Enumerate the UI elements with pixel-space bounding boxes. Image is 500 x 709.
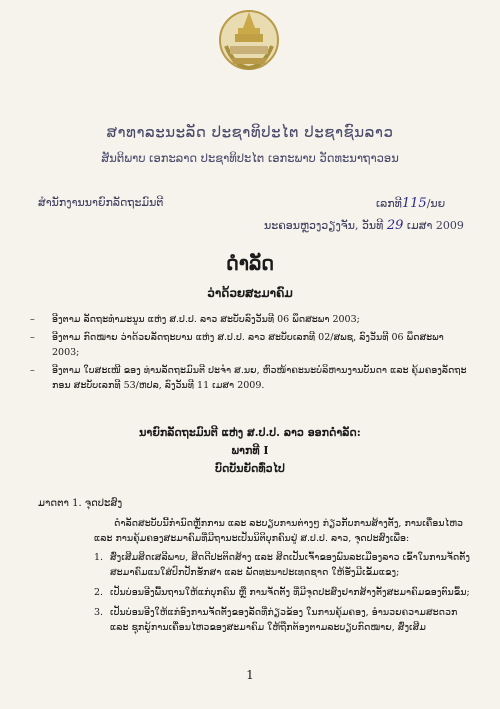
reference-text: ອີງຕາມ ລັດຖະທຳມະນູນ ແຫ່ງ ສ.ປ.ປ. ລາວ ສະບັບລົງວັນທີ 06 ພຶດສະພາ 2003; [52,314,360,325]
date-day: 29 [386,218,404,233]
date-rest: ເມສາ 2009 [406,219,464,232]
article-heading [38,498,122,509]
decree-number-suffix: /ນຍ [426,197,446,210]
article-label: ມາດຕາ 1. [38,498,82,509]
article-items [94,550,472,640]
item-number: 1. [94,552,104,563]
reference-text: ອີງຕາມ ກົດໝາຍ ວ່າດ້ວຍລັດຖະບານ ແຫ່ງ ສ.ປ.ປ. ລາວ ສະບັບເລກທີ 02/ສພຊ, ລົງວັນທີ 06 ພຶດສະພາ 2003; [52,332,444,358]
reference-item: – ອີງຕາມ ໃບສະເໜີ ຂອງ ທ່ານລັດຖະມົນຕີ ປະຈຳ ສ.ນຍ, ຫົວໜ້າຄະນະບໍລິຫານງານບັນດາ ແລະ ຄຸ້ມຄອງລັດຖະກອນ ສະບັບເລກທີ 53/ຫປລ, ລົງວັນທີ 11 ເມສາ 2009. [30,363,470,393]
part-heading: ພາກທີ I [231,444,269,457]
list-item [94,585,472,600]
references-list [30,312,470,396]
item-text: ເປັນບ່ອນອີງໃຫ້ແກ່ອົງການຈັດຕັ້ງຂອງລັດທີ່ກ່ຽວຂ້ອງ ໃນການຄຸ້ມຄອງ, ອຳນວຍຄວາມສະດວກ ແລະ ຊຸກຍູ້ການເຄື່ອນໄຫວຂອງສະມາຄົມ ໃຫ້ຖືກຕ້ອງຕາມລະບຽບກົດໝາຍ, ສົ່ງເສີມ [110,607,458,633]
reference-item: – ອີງຕາມ ກົດໝາຍ ວ່າດ້ວຍລັດຖະບານ ແຫ່ງ ສ.ປ.ປ. ລາວ ສະບັບເລກທີ 02/ສພຊ, ລົງວັນທີ 06 ພຶດສະພາ 2003; [30,330,470,360]
item-number: 3. [94,607,104,618]
item-text: ເປັນບ່ອນອີງພື້ນຖານໃຫ້ແກ່ບຸກຄົນ ຫຼື ການຈັດຕັ້ງ ທີ່ມີຈຸດປະສົງຢາກສ້າງຕັ້ງສະມາຄົມຂອງຕົນຂຶ້ນ; [110,587,470,598]
date-prefix: ນະຄອນຫຼວງວຽງຈັນ, ວັນທີ [264,219,384,232]
decree-number-value: 115 [401,196,427,211]
item-number: 2. [94,587,104,598]
list-item [94,605,472,635]
issuing-statement: ນາຍົກລັດຖະມົນຕີ ແຫ່ງ ສ.ປ.ປ. ລາວ ອອກດຳລັດ: [139,426,361,439]
decree-number-prefix: ເລກທີ [376,197,402,210]
lao-national-emblem-icon [216,6,282,72]
country-name-heading: ສາທາລະນະລັດ ປະຊາທິປະໄຕ ປະຊາຊົນລາວ [106,123,394,141]
document-title: ດຳລັດ [225,253,275,275]
issuing-office: ສຳນັກງານນາຍົກລັດຖະມົນຕີ [38,196,164,209]
part-title: ບົດບັນຍັດທົ່ວໄປ [215,462,285,475]
decree-date [264,218,464,233]
page-number: 1 [246,668,254,682]
decree-number [376,196,445,211]
document-subject: ວ່າດ້ວຍສະມາຄົມ [207,286,293,300]
national-motto: ສັນຕິພາບ ເອກະລາດ ປະຊາທິປະໄຕ ເອກະພາບ ວັດທະນາຖາວອນ [101,151,399,165]
list-item [94,550,472,580]
item-text: ສົ່ງເສີມສິດເສລີພາບ, ສິດດີປະຕິດສ້າງ ແລະ ສິດເປັນເຈົ້າຂອງພົນລະເມືອງລາວ ເຂົ້າໃນການຈັດຕັ້ງສະມາຄົມແນໃສ່ປົກປັກຮັກສາ ແລະ ພັດທະນາປະເທດຊາດ ໃຫ້ຮັ່ງມີເຂັ້ມແຂງ; [110,552,470,578]
article-title: ຈຸດປະສົງ [84,498,123,509]
reference-text: ອີງຕາມ ໃບສະເໜີ ຂອງ ທ່ານລັດຖະມົນຕີ ປະຈຳ ສ.ນຍ, ຫົວໜ້າຄະນະບໍລິຫານງານບັນດາ ແລະ ຄຸ້ມຄອງລັດຖະກອນ ສະບັບເລກທີ 53/ຫປລ, ລົງວັນທີ 11 ເມສາ 2009. [52,365,467,391]
reference-item: – ອີງຕາມ ລັດຖະທຳມະນູນ ແຫ່ງ ສ.ປ.ປ. ລາວ ສະບັບລົງວັນທີ 06 ພຶດສະພາ 2003; [30,314,360,325]
article-intro: ດຳລັດສະບັບນີ້ກຳນົດຫຼັກການ ແລະ ລະບຽບການຕ່າງໆ ກ່ຽວກັບການສ້າງຕັ້ງ, ການເຄື່ອນໄຫວ ແລະ ການຄຸ້ມຄອງສະມາຄົມທີ່ມີຖານະເປັນນິຕິບຸກຄົນຢູ່ ສ.ປ.ປ. ລາວ, ຈຸດປະສົງເພື່ອ: [94,518,464,544]
